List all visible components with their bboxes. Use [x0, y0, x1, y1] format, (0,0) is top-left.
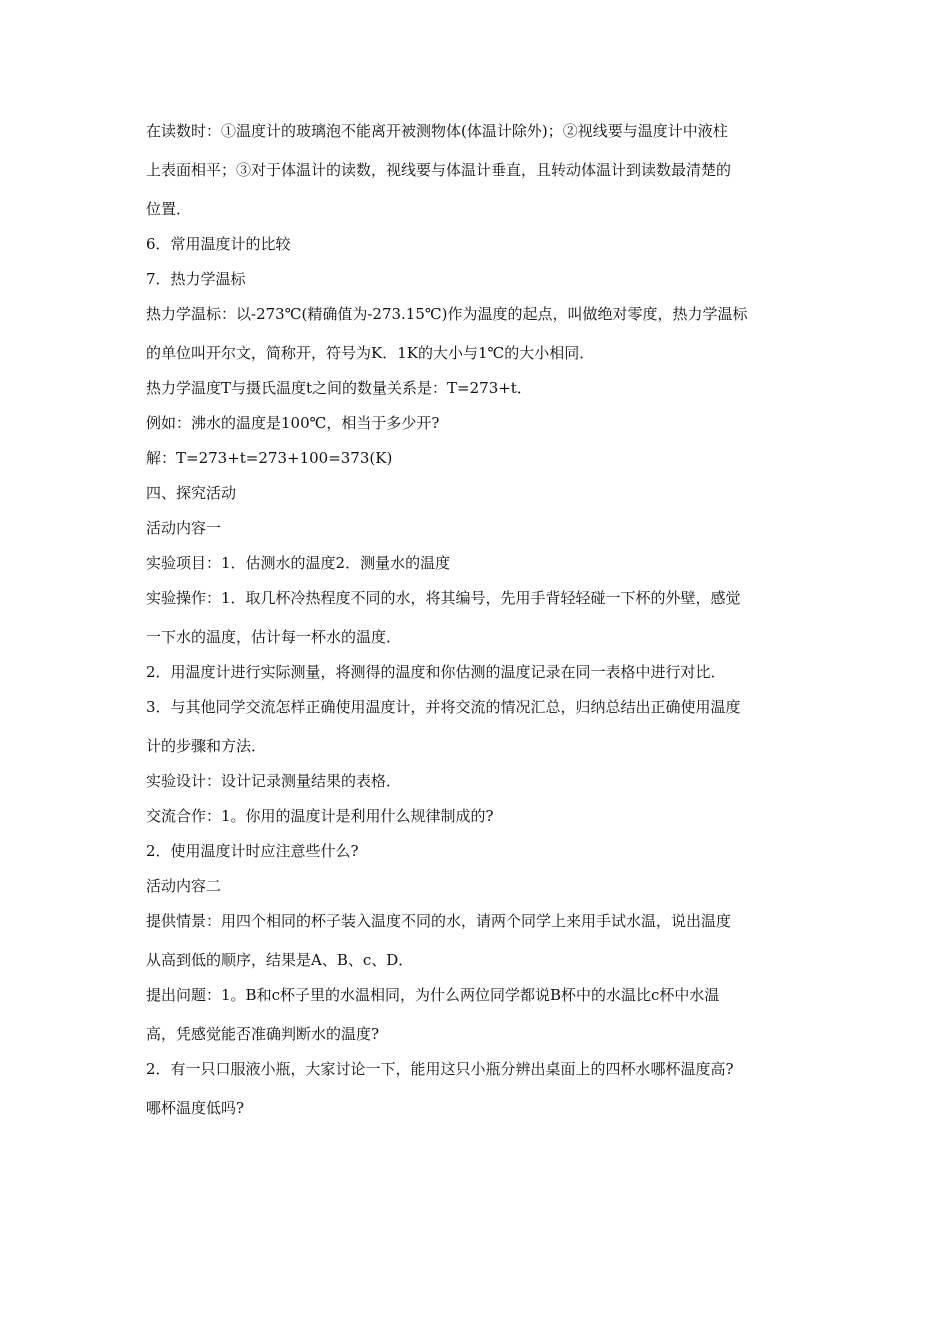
- text-line: 实验操作：1．取几杯冷热程度不同的水，将其编号，先用手背轻轻碰一下杯的外壁，感觉: [146, 589, 741, 607]
- text-line: 位置．: [146, 200, 192, 218]
- document-page: [146, 121, 816, 1133]
- text-line: 实验设计：设计记录测量结果的表格．: [146, 772, 402, 790]
- text-line: 的单位叫开尔文，简称开，符号为K．1K的大小与1℃的大小相同．: [146, 344, 595, 362]
- text-line: 2．有一只口服液小瓶，大家讨论一下，能用这只小瓶分辨出桌面上的四杯水哪杯温度高?: [146, 1060, 734, 1078]
- text-line: 例如：沸水的温度是100℃，相当于多少开?: [146, 414, 440, 432]
- text-line: 从高到低的顺序，结果是A、B、c、D．: [146, 951, 414, 969]
- subsection-heading: 活动内容一: [146, 519, 222, 537]
- text-line: 交流合作：1。你用的温度计是利用什么规律制成的?: [146, 807, 494, 825]
- text-line: 实验项目：1．估测水的温度2．测量水的温度: [146, 554, 451, 572]
- text-line: 提供情景：用四个相同的杯子装入温度不同的水，请两个同学上来用手试水温，说出温度: [146, 912, 732, 930]
- text-line: 热力学温标：以-273℃(精确值为-273.15℃)作为温度的起点，叫做绝对零度，热力学温标: [146, 305, 748, 323]
- text-line: 哪杯温度低吗?: [146, 1099, 245, 1117]
- text-line: 计的步骤和方法．: [146, 737, 267, 755]
- section-heading: 四、探究活动: [146, 484, 237, 502]
- subsection-heading: 活动内容二: [146, 877, 222, 895]
- text-line: 3．与其他同学交流怎样正确使用温度计，并将交流的情况汇总，归纳总结出正确使用温度: [146, 698, 741, 716]
- text-line: 2．使用温度计时应注意些什么?: [146, 842, 359, 860]
- text-line: 在读数时：①温度计的玻璃泡不能离开被测物体(体温计除外)；②视线要与温度计中液柱: [146, 122, 728, 140]
- text-line: 上表面相平；③对于体温计的读数，视线要与体温计垂直，且转动体温计到读数最清楚的: [146, 161, 732, 179]
- section-heading: 6．常用温度计的比较: [146, 235, 291, 253]
- text-line: 一下水的温度，估计每一杯水的温度．: [146, 628, 402, 646]
- text-line: 2．用温度计进行实际测量，将测得的温度和你估测的温度记录在同一表格中进行对比．: [146, 663, 726, 681]
- text-line: 热力学温度T与摄氏温度t之间的数量关系是：T=273+t．: [146, 379, 532, 397]
- text-line: 解：T=273+t=273+100=373(K): [146, 449, 393, 467]
- text-line: 提出问题：1。B和c杯子里的水温相同，为什么两位同学都说B杯中的水温比c杯中水温: [146, 986, 720, 1004]
- text-line: 高，凭感觉能否准确判断水的温度?: [146, 1025, 380, 1043]
- section-heading: 7．热力学温标: [146, 270, 246, 288]
